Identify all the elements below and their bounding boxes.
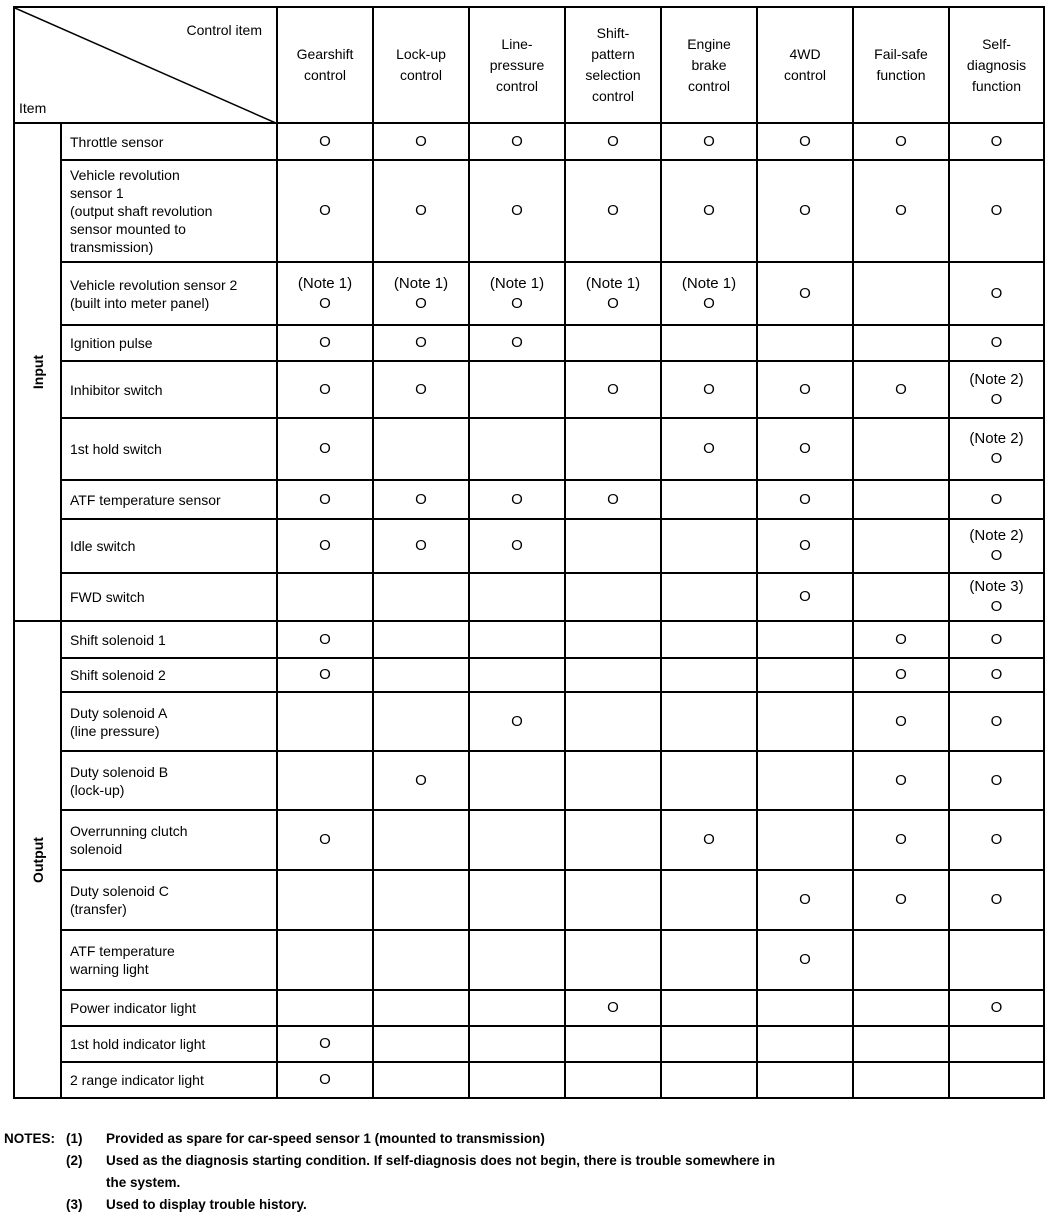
table-row bbox=[14, 1026, 1044, 1062]
matrix-cell: O bbox=[757, 262, 853, 325]
matrix-cell bbox=[373, 418, 469, 480]
matrix-cell bbox=[661, 658, 757, 692]
matrix-cell: (Note 1) O bbox=[661, 262, 757, 325]
matrix-cell bbox=[373, 1026, 469, 1062]
matrix-cell: O bbox=[949, 621, 1044, 658]
matrix-cell: O bbox=[853, 621, 949, 658]
matrix-cell bbox=[757, 990, 853, 1026]
matrix-cell: (Note 2) O bbox=[949, 418, 1044, 480]
table-row bbox=[14, 870, 1044, 930]
matrix-cell bbox=[757, 1026, 853, 1062]
matrix-cell: O bbox=[853, 810, 949, 870]
matrix-cell: O bbox=[565, 123, 661, 160]
matrix-cell bbox=[565, 870, 661, 930]
corner-header bbox=[14, 7, 277, 123]
matrix-cell: O bbox=[661, 361, 757, 418]
matrix-cell bbox=[469, 810, 565, 870]
matrix-cell bbox=[469, 930, 565, 990]
matrix-cell: O bbox=[277, 123, 373, 160]
matrix-cell bbox=[469, 573, 565, 621]
matrix-cell: O bbox=[949, 325, 1044, 361]
matrix-cell: O bbox=[565, 361, 661, 418]
matrix-cell bbox=[853, 480, 949, 519]
matrix-cell: O bbox=[469, 325, 565, 361]
matrix-cell bbox=[277, 930, 373, 990]
matrix-cell bbox=[661, 573, 757, 621]
row-label: Duty solenoid C (transfer) bbox=[61, 870, 277, 930]
table-row bbox=[14, 990, 1044, 1026]
column-header: Line- pressure control bbox=[469, 7, 565, 123]
matrix-cell bbox=[565, 1026, 661, 1062]
matrix-cell: O bbox=[853, 692, 949, 751]
table-row bbox=[14, 262, 1044, 325]
row-label: Vehicle revolution sensor 1 (output shaft revolution sensor mounted to transmission) bbox=[61, 160, 277, 262]
matrix-cell bbox=[565, 810, 661, 870]
note-item bbox=[4, 1150, 775, 1194]
matrix-cell bbox=[277, 751, 373, 810]
note-number: (2) bbox=[66, 1153, 83, 1168]
matrix-cell bbox=[565, 692, 661, 751]
matrix-cell bbox=[469, 870, 565, 930]
row-label: Duty solenoid A (line pressure) bbox=[61, 692, 277, 751]
matrix-cell bbox=[661, 692, 757, 751]
table-row bbox=[14, 1062, 1044, 1098]
column-header: 4WD control bbox=[757, 7, 853, 123]
matrix-cell: O bbox=[277, 361, 373, 418]
matrix-cell bbox=[373, 573, 469, 621]
matrix-cell: O bbox=[757, 361, 853, 418]
matrix-cell bbox=[373, 810, 469, 870]
row-label: Duty solenoid B (lock-up) bbox=[61, 751, 277, 810]
matrix-cell: O bbox=[469, 692, 565, 751]
column-header: Engine brake control bbox=[661, 7, 757, 123]
matrix-cell: O bbox=[565, 160, 661, 262]
matrix-cell: O bbox=[949, 658, 1044, 692]
matrix-cell: O bbox=[469, 160, 565, 262]
matrix-cell bbox=[853, 262, 949, 325]
row-label: ATF temperature warning light bbox=[61, 930, 277, 990]
matrix-cell: O bbox=[757, 123, 853, 160]
row-label: 2 range indicator light bbox=[61, 1062, 277, 1098]
matrix-cell: O bbox=[757, 160, 853, 262]
row-label: 1st hold switch bbox=[61, 418, 277, 480]
matrix-cell bbox=[949, 1026, 1044, 1062]
matrix-cell: O bbox=[757, 480, 853, 519]
matrix-cell bbox=[373, 658, 469, 692]
matrix-cell bbox=[949, 1062, 1044, 1098]
matrix-cell bbox=[661, 1026, 757, 1062]
matrix-cell: O bbox=[757, 418, 853, 480]
table-row bbox=[14, 573, 1044, 621]
matrix-cell bbox=[853, 930, 949, 990]
matrix-cell: O bbox=[949, 123, 1044, 160]
matrix-cell: O bbox=[853, 658, 949, 692]
matrix-cell bbox=[661, 1062, 757, 1098]
matrix-cell: O bbox=[277, 658, 373, 692]
matrix-cell bbox=[565, 621, 661, 658]
matrix-cell: O bbox=[277, 418, 373, 480]
matrix-cell: (Note 1) O bbox=[565, 262, 661, 325]
row-label: Overrunning clutch solenoid bbox=[61, 810, 277, 870]
matrix-cell bbox=[469, 361, 565, 418]
matrix-cell bbox=[757, 751, 853, 810]
matrix-cell bbox=[949, 930, 1044, 990]
row-label: 1st hold indicator light bbox=[61, 1026, 277, 1062]
section-label-output bbox=[14, 621, 61, 1098]
table-row bbox=[14, 480, 1044, 519]
matrix-cell bbox=[661, 480, 757, 519]
matrix-cell: O bbox=[469, 480, 565, 519]
note-item bbox=[4, 1128, 775, 1150]
matrix-cell: (Note 3) O bbox=[949, 573, 1044, 621]
column-header: Fail-safe function bbox=[853, 7, 949, 123]
note-item bbox=[4, 1194, 775, 1216]
matrix-cell: O bbox=[853, 160, 949, 262]
matrix-cell: O bbox=[373, 123, 469, 160]
header-row bbox=[14, 7, 1044, 123]
row-label: Inhibitor switch bbox=[61, 361, 277, 418]
matrix-cell: O bbox=[949, 751, 1044, 810]
matrix-cell bbox=[565, 519, 661, 573]
matrix-cell bbox=[757, 1062, 853, 1098]
matrix-cell bbox=[853, 573, 949, 621]
matrix-cell: O bbox=[277, 810, 373, 870]
matrix-cell bbox=[277, 573, 373, 621]
matrix-cell: O bbox=[373, 160, 469, 262]
matrix-cell bbox=[277, 692, 373, 751]
row-label: ATF temperature sensor bbox=[61, 480, 277, 519]
note-text: Used as the diagnosis starting condition. If self-diagnosis does not begin, there is trouble somewhere in the system. bbox=[106, 1153, 776, 1190]
table-row bbox=[14, 325, 1044, 361]
matrix-cell: (Note 1) O bbox=[277, 262, 373, 325]
matrix-cell: O bbox=[373, 751, 469, 810]
matrix-cell: O bbox=[469, 519, 565, 573]
matrix-cell: O bbox=[565, 990, 661, 1026]
matrix-cell bbox=[373, 870, 469, 930]
matrix-cell bbox=[373, 1062, 469, 1098]
matrix-cell bbox=[853, 325, 949, 361]
matrix-cell: O bbox=[277, 480, 373, 519]
table-row bbox=[14, 361, 1044, 418]
matrix-cell: O bbox=[949, 990, 1044, 1026]
table-row bbox=[14, 519, 1044, 573]
matrix-cell bbox=[757, 692, 853, 751]
matrix-cell: O bbox=[277, 160, 373, 262]
matrix-cell bbox=[469, 751, 565, 810]
control-item-label: Control item bbox=[186, 22, 262, 38]
matrix-cell bbox=[373, 692, 469, 751]
matrix-cell: (Note 2) O bbox=[949, 519, 1044, 573]
matrix-cell: O bbox=[277, 325, 373, 361]
row-label: Vehicle revolution sensor 2 (built into meter panel) bbox=[61, 262, 277, 325]
column-header: Self- diagnosis function bbox=[949, 7, 1044, 123]
control-matrix-table bbox=[13, 6, 1045, 1099]
matrix-cell: O bbox=[469, 123, 565, 160]
matrix-cell bbox=[661, 519, 757, 573]
table-row bbox=[14, 810, 1044, 870]
matrix-cell bbox=[565, 418, 661, 480]
matrix-cell: (Note 1) O bbox=[373, 262, 469, 325]
column-header: Shift- pattern selection control bbox=[565, 7, 661, 123]
row-label: FWD switch bbox=[61, 573, 277, 621]
matrix-cell: O bbox=[757, 870, 853, 930]
note-text: Provided as spare for car-speed sensor 1 (mounted to transmission) bbox=[106, 1131, 545, 1146]
matrix-cell bbox=[277, 870, 373, 930]
matrix-cell bbox=[277, 990, 373, 1026]
note-number: (3) bbox=[66, 1197, 83, 1212]
matrix-cell bbox=[565, 930, 661, 990]
table-row bbox=[14, 418, 1044, 480]
matrix-cell bbox=[373, 990, 469, 1026]
matrix-cell bbox=[757, 810, 853, 870]
row-label: Ignition pulse bbox=[61, 325, 277, 361]
section-label-input bbox=[14, 123, 61, 621]
matrix-cell: O bbox=[661, 123, 757, 160]
note-number: (1) bbox=[66, 1131, 83, 1146]
matrix-cell bbox=[757, 621, 853, 658]
matrix-cell: (Note 1) O bbox=[469, 262, 565, 325]
matrix-cell: O bbox=[661, 160, 757, 262]
matrix-cell: O bbox=[373, 361, 469, 418]
column-header: Gearshift control bbox=[277, 7, 373, 123]
notes-heading-cell bbox=[4, 1194, 66, 1216]
matrix-cell bbox=[469, 658, 565, 692]
matrix-cell bbox=[853, 1062, 949, 1098]
matrix-cell bbox=[661, 325, 757, 361]
matrix-cell bbox=[469, 990, 565, 1026]
notes-heading-cell bbox=[4, 1150, 66, 1194]
matrix-cell: O bbox=[373, 480, 469, 519]
matrix-cell bbox=[469, 621, 565, 658]
matrix-cell: O bbox=[757, 519, 853, 573]
matrix-cell: O bbox=[277, 519, 373, 573]
matrix-cell: O bbox=[949, 810, 1044, 870]
matrix-cell bbox=[853, 418, 949, 480]
matrix-cell: O bbox=[277, 1062, 373, 1098]
matrix-cell: O bbox=[949, 160, 1044, 262]
matrix-cell: O bbox=[277, 1026, 373, 1062]
row-label: Throttle sensor bbox=[61, 123, 277, 160]
column-header: Lock-up control bbox=[373, 7, 469, 123]
table-row bbox=[14, 621, 1044, 658]
matrix-cell bbox=[469, 1026, 565, 1062]
matrix-cell bbox=[661, 930, 757, 990]
matrix-cell bbox=[661, 870, 757, 930]
matrix-cell bbox=[373, 621, 469, 658]
matrix-cell: O bbox=[949, 262, 1044, 325]
matrix-cell bbox=[565, 325, 661, 361]
row-label: Shift solenoid 1 bbox=[61, 621, 277, 658]
matrix-cell: O bbox=[373, 325, 469, 361]
matrix-cell: O bbox=[949, 692, 1044, 751]
notes-section bbox=[4, 1128, 1044, 1216]
matrix-cell bbox=[757, 658, 853, 692]
matrix-cell: O bbox=[853, 361, 949, 418]
table-row bbox=[14, 658, 1044, 692]
matrix-cell: O bbox=[949, 870, 1044, 930]
section-name: Input bbox=[29, 354, 46, 390]
matrix-cell bbox=[565, 1062, 661, 1098]
matrix-cell: O bbox=[373, 519, 469, 573]
matrix-cell bbox=[565, 573, 661, 621]
matrix-cell: O bbox=[853, 870, 949, 930]
note-text: Used to display trouble history. bbox=[106, 1197, 307, 1212]
section-name: Output bbox=[29, 836, 46, 883]
matrix-cell: (Note 2) O bbox=[949, 361, 1044, 418]
matrix-cell bbox=[661, 621, 757, 658]
matrix-cell bbox=[757, 325, 853, 361]
item-label: Item bbox=[19, 100, 47, 116]
matrix-cell: O bbox=[757, 573, 853, 621]
matrix-cell bbox=[853, 519, 949, 573]
matrix-cell: O bbox=[661, 418, 757, 480]
matrix-cell bbox=[373, 930, 469, 990]
matrix-cell: O bbox=[853, 123, 949, 160]
matrix-cell: O bbox=[853, 751, 949, 810]
table-row bbox=[14, 123, 1044, 160]
matrix-cell: O bbox=[661, 810, 757, 870]
table-row bbox=[14, 692, 1044, 751]
matrix-cell bbox=[661, 751, 757, 810]
matrix-cell bbox=[853, 990, 949, 1026]
matrix-cell bbox=[661, 990, 757, 1026]
row-label: Power indicator light bbox=[61, 990, 277, 1026]
matrix-cell bbox=[565, 658, 661, 692]
row-label: Idle switch bbox=[61, 519, 277, 573]
matrix-cell bbox=[565, 751, 661, 810]
matrix-cell: O bbox=[757, 930, 853, 990]
matrix-cell: O bbox=[277, 621, 373, 658]
matrix-cell bbox=[853, 1026, 949, 1062]
table-row bbox=[14, 930, 1044, 990]
matrix-cell bbox=[469, 418, 565, 480]
matrix-cell: O bbox=[565, 480, 661, 519]
matrix-cell: O bbox=[949, 480, 1044, 519]
notes-heading-cell: NOTES: bbox=[4, 1131, 56, 1146]
row-label: Shift solenoid 2 bbox=[61, 658, 277, 692]
table-row bbox=[14, 751, 1044, 810]
matrix-cell bbox=[469, 1062, 565, 1098]
table-row bbox=[14, 160, 1044, 262]
